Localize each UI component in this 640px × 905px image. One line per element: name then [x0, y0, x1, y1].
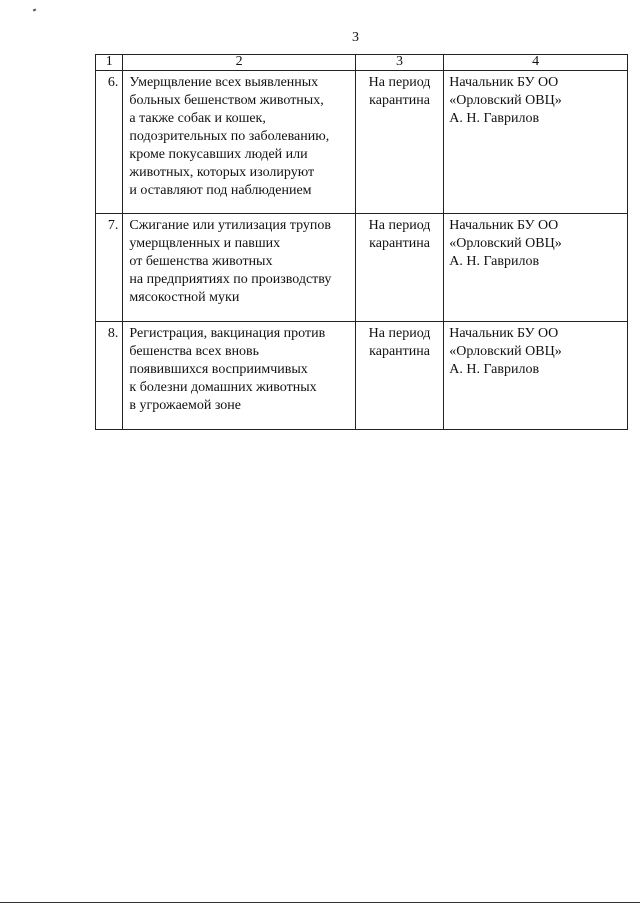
row-number: 7. [96, 214, 123, 322]
term-text: На период карантина [355, 71, 443, 214]
activity-text: Умерщвление всех выявленных больных бешенством животных, а также собак и кошек, подозрительных по заболеванию, кроме покусавших людей или животных, которых изолируют и оставляют под наблюдением [123, 71, 355, 214]
measures-table [95, 54, 628, 430]
table-row [96, 322, 628, 430]
responsible-text: Начальник БУ ОО «Орловский ОВЦ» А. Н. Гаврилов [444, 322, 628, 430]
row-number: 6. [96, 71, 123, 214]
term-text: На период карантина [355, 322, 443, 430]
scan-artifact [33, 8, 37, 11]
row-number: 8. [96, 322, 123, 430]
column-header-responsible: 4 [444, 55, 628, 71]
responsible-text: Начальник БУ ОО «Орловский ОВЦ» А. Н. Гаврилов [444, 214, 628, 322]
column-header-number: 1 [96, 55, 123, 71]
column-header-activity: 2 [123, 55, 355, 71]
activity-text: Сжигание или утилизация трупов умерщвленных и павших от бешенства животных на предприятиях по производству мясокостной муки [123, 214, 355, 322]
table-row [96, 71, 628, 214]
table-header-row [96, 55, 628, 71]
term-text: На период карантина [355, 214, 443, 322]
table-row [96, 214, 628, 322]
responsible-text: Начальник БУ ОО «Орловский ОВЦ» А. Н. Гаврилов [444, 71, 628, 214]
column-header-term: 3 [355, 55, 443, 71]
activity-text: Регистрация, вакцинация против бешенства всех вновь появившихся восприимчивых к болезни домашних животных в угрожаемой зоне [123, 322, 355, 430]
page-number: 3 [352, 30, 359, 45]
page-bottom-edge [0, 902, 640, 903]
